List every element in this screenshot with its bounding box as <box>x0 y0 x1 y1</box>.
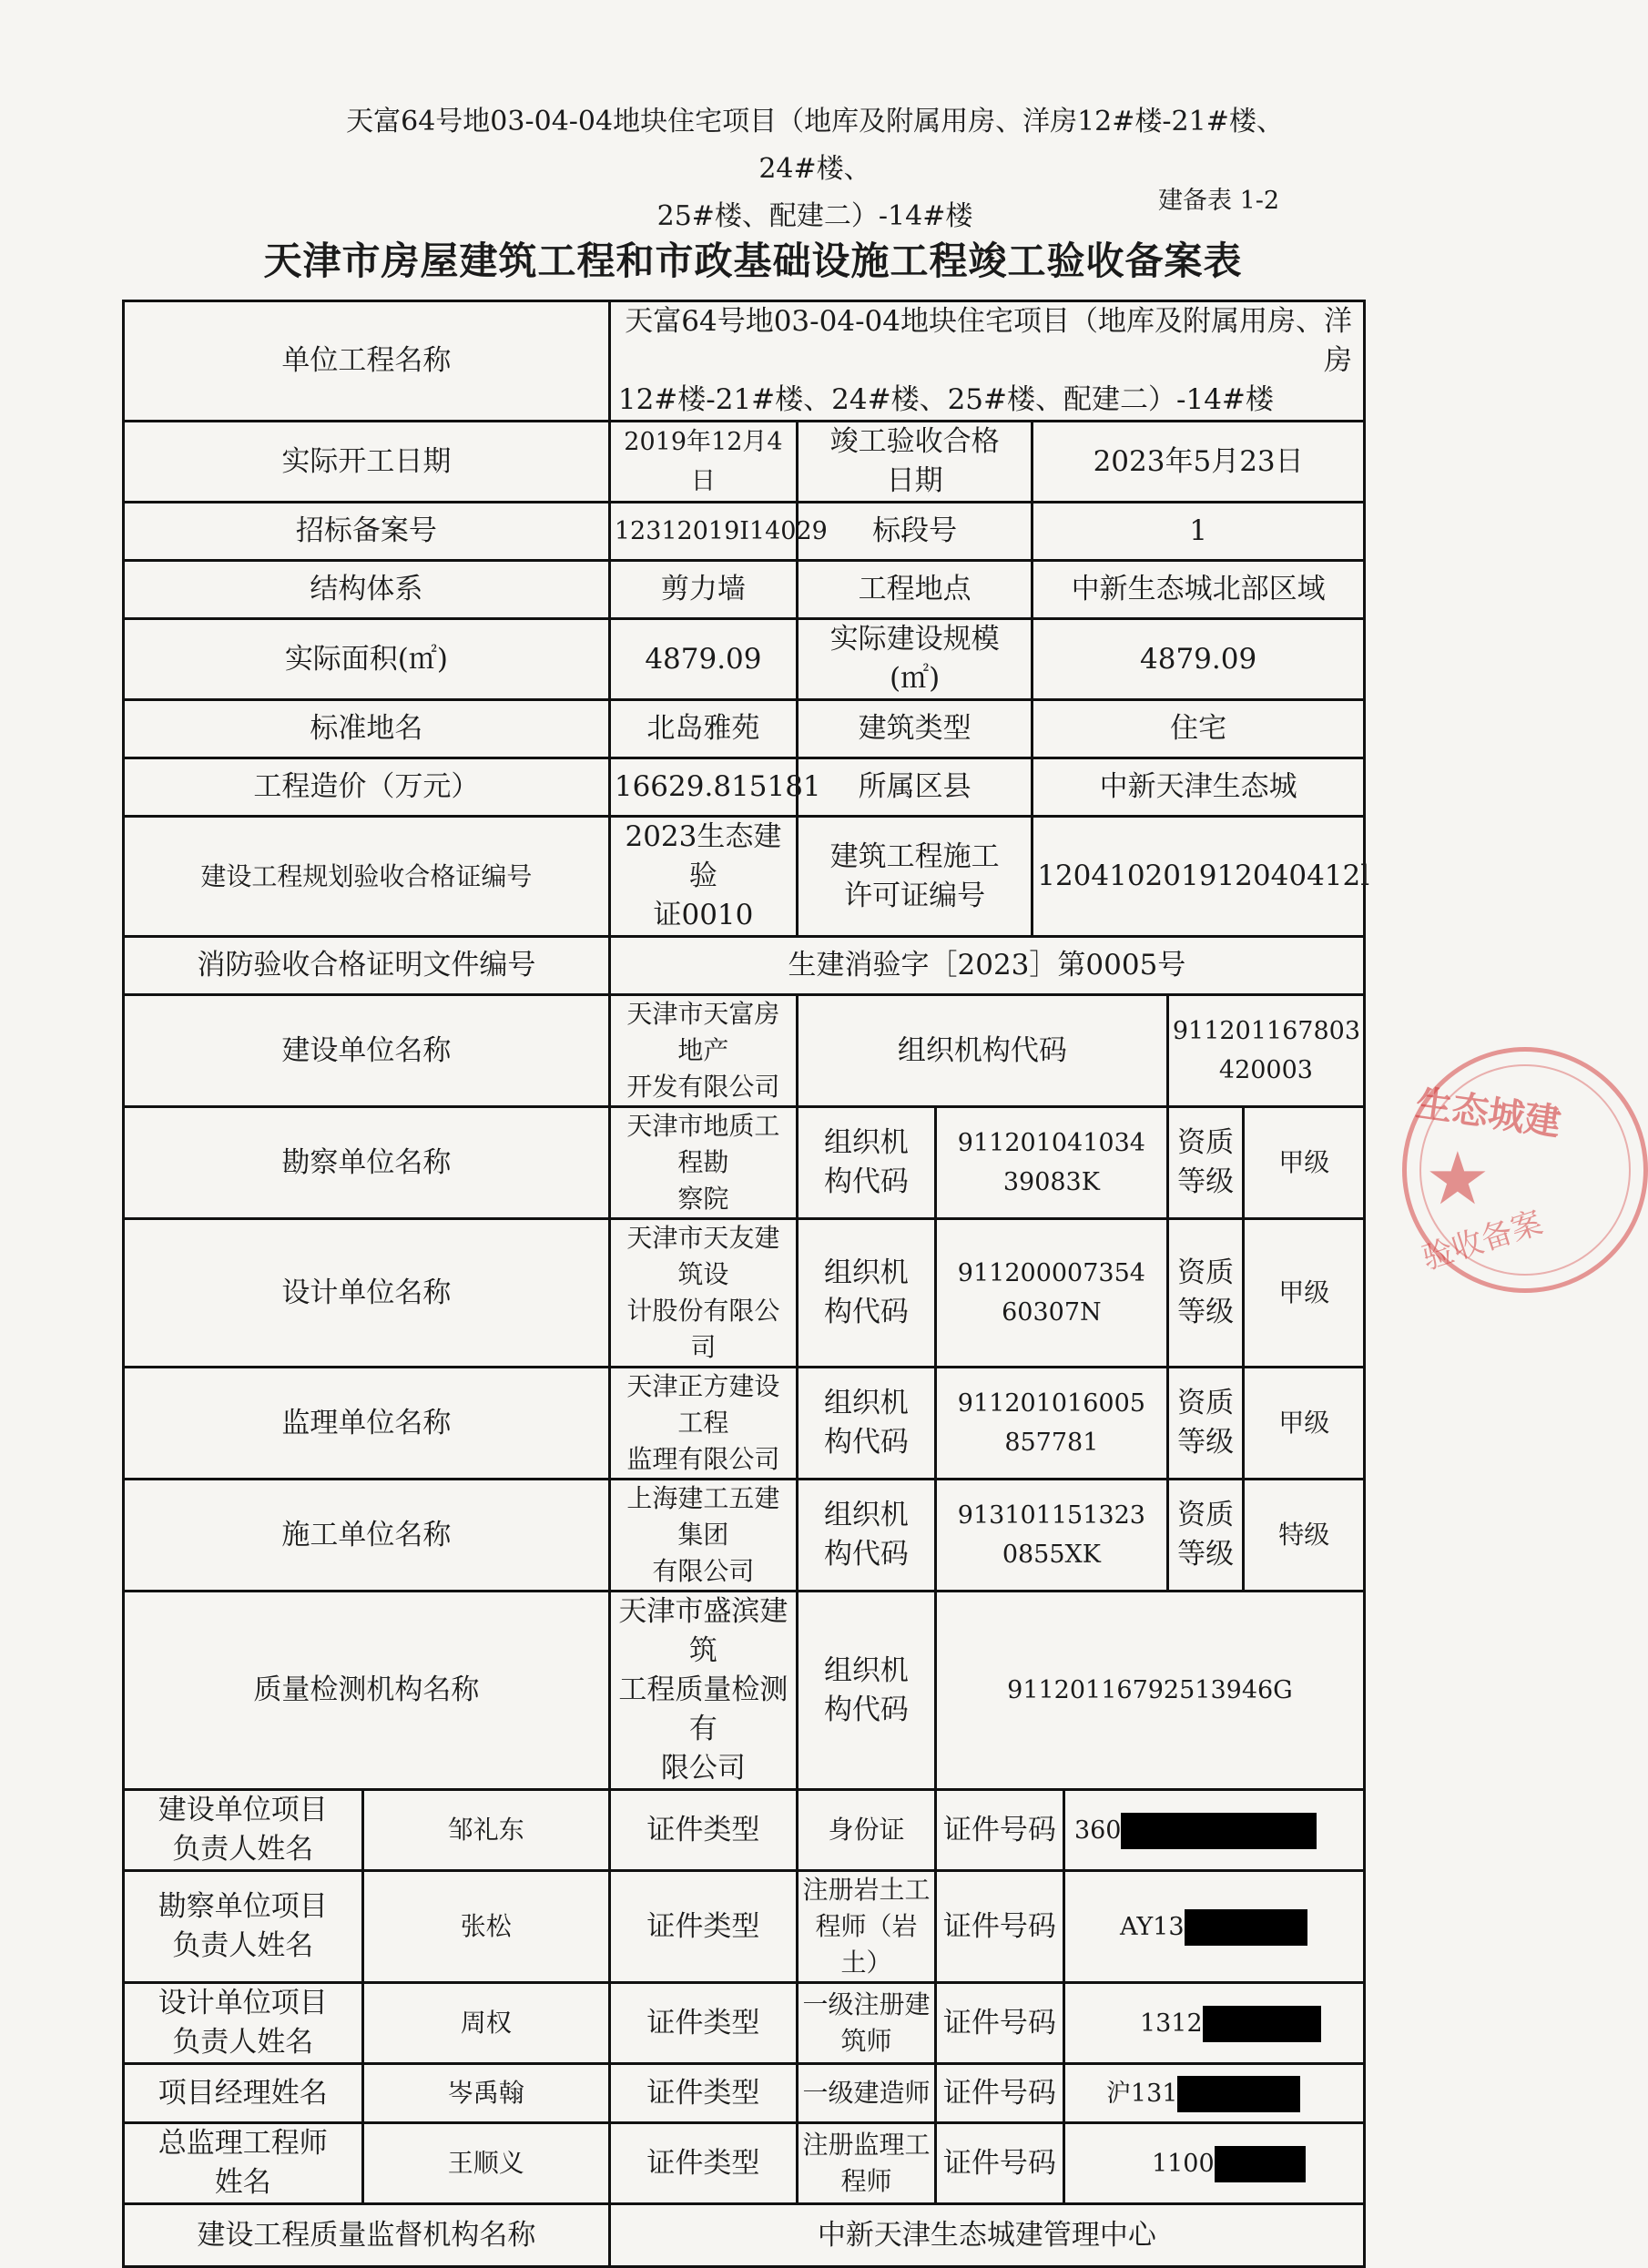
value-design-qual: 甲级 <box>1244 1219 1365 1368</box>
row-design-unit <box>124 1219 1365 1368</box>
id-no-supervisor-prefix: 1100 <box>1151 2149 1215 2178</box>
row-bid-record <box>124 503 1365 561</box>
label-supervision-unit: 监理单位名称 <box>124 1368 610 1480</box>
value-construction-unit-line1: 天津市天富房地产 <box>626 999 780 1065</box>
label-person-design <box>124 1983 363 2064</box>
value-supervision-unit-line1: 天津正方建设工程 <box>626 1371 780 1438</box>
value-construction-org-code-line2: 420003 <box>1218 1056 1313 1084</box>
label-build-org-code-line2: 构代码 <box>823 1538 909 1571</box>
value-planning-cert-line2: 证0010 <box>653 899 754 931</box>
label-build-org-code-line1: 组织机 <box>823 1499 909 1531</box>
label-structure: 结构体系 <box>124 561 610 619</box>
name-person-design: 周权 <box>362 1983 609 2064</box>
label-id-no-survey: 证件号码 <box>935 1871 1063 1983</box>
value-build-org-code-line1: 913101151323 <box>957 1501 1145 1530</box>
value-completion-date: 2023年5月23日 <box>1033 422 1365 503</box>
label-scale <box>798 619 1033 700</box>
label-person-survey-line1: 勘察单位项目 <box>158 1890 328 1923</box>
label-supervision-org-code <box>798 1368 936 1480</box>
value-build-unit-line1: 上海建工五建集团 <box>626 1483 780 1550</box>
row-supervision-unit <box>124 1368 1365 1480</box>
id-type-design <box>798 1983 936 2064</box>
value-section-no: 1 <box>1033 503 1365 561</box>
label-testing-unit: 质量检测机构名称 <box>124 1592 610 1790</box>
label-build-org-code <box>798 1480 936 1592</box>
label-design-qual <box>1167 1219 1244 1368</box>
value-design-org-code <box>935 1219 1167 1368</box>
value-unit-project-name <box>609 301 1364 422</box>
label-supervision-qual-line1: 资质 <box>1177 1387 1235 1419</box>
id-no-survey <box>1063 1871 1364 1983</box>
row-person-survey <box>124 1871 1365 1983</box>
value-testing-unit <box>609 1592 797 1790</box>
id-type-survey-line2: 程师（岩土） <box>815 1911 918 1978</box>
redaction-block <box>1177 2076 1300 2112</box>
name-person-construction: 邹礼东 <box>362 1790 609 1871</box>
seal-text-bottom: 验收备案 <box>1418 1204 1547 1277</box>
id-no-supervisor <box>1063 2123 1364 2204</box>
seal-text-top: 生态城建 <box>1413 1082 1564 1144</box>
name-person-supervisor: 王顺义 <box>362 2123 609 2204</box>
label-construction-unit: 建设单位名称 <box>124 995 610 1107</box>
id-type-supervisor-line2: 程师 <box>840 2166 892 2196</box>
label-person-construction-line1: 建设单位项目 <box>158 1794 328 1826</box>
label-design-org-code <box>798 1219 936 1368</box>
value-build-unit-line2: 有限公司 <box>652 1556 755 1586</box>
label-permit-no-line2: 许可证编号 <box>844 879 986 912</box>
label-cost: 工程造价（万元） <box>124 758 610 817</box>
label-person-construction <box>124 1790 363 1871</box>
label-supervision-org-code-line2: 构代码 <box>823 1426 909 1459</box>
record-form-table <box>122 300 1370 2268</box>
label-design-qual-line1: 资质 <box>1177 1256 1235 1289</box>
redaction-block <box>1203 2006 1321 2042</box>
value-survey-qual: 甲级 <box>1244 1107 1365 1219</box>
value-cost: 16629.815181 <box>609 758 797 817</box>
id-type-supervisor-line1: 注册监理工 <box>802 2130 931 2160</box>
project-header-line1: 天富64号地03-04-04地块住宅项目（地库及附属用房、洋房12#楼-21#楼、24#楼、 <box>346 106 1284 185</box>
id-no-pm <box>1063 2064 1364 2123</box>
label-person-supervisor-line1: 总监理工程师 <box>158 2127 328 2160</box>
label-survey-unit: 勘察单位名称 <box>124 1107 610 1219</box>
label-build-unit: 施工单位名称 <box>124 1480 610 1592</box>
label-id-type-survey: 证件类型 <box>609 1871 797 1983</box>
label-build-qual <box>1167 1480 1244 1592</box>
value-build-org-code <box>935 1480 1167 1592</box>
row-survey-unit <box>124 1107 1365 1219</box>
label-area: 实际面积(㎡) <box>124 619 610 700</box>
value-structure: 剪力墙 <box>609 561 797 619</box>
value-supervision-unit-line2: 监理有限公司 <box>626 1444 780 1474</box>
label-id-type-construction: 证件类型 <box>609 1790 797 1871</box>
value-permit-no: 120410201912040412l <box>1033 817 1365 937</box>
label-id-type-pm: 证件类型 <box>609 2064 797 2123</box>
label-location: 工程地点 <box>798 561 1033 619</box>
value-build-org-code-line2: 0855XK <box>1002 1541 1101 1569</box>
label-start-date: 实际开工日期 <box>124 422 610 503</box>
row-fire-cert <box>124 937 1365 995</box>
id-no-design <box>1063 1983 1364 2064</box>
id-type-pm: 一级建造师 <box>798 2064 936 2123</box>
id-type-survey <box>798 1871 936 1983</box>
row-unit-project-name <box>124 301 1365 422</box>
value-survey-unit-line1: 天津市地质工程勘 <box>626 1111 780 1177</box>
value-construction-org-code <box>1167 995 1364 1107</box>
row-person-design <box>124 1983 1365 2064</box>
label-build-qual-line2: 等级 <box>1177 1538 1235 1571</box>
label-id-no-construction: 证件号码 <box>935 1790 1063 1871</box>
label-survey-org-code-line2: 构代码 <box>823 1165 909 1198</box>
value-location: 中新生态城北部区域 <box>1033 561 1365 619</box>
label-scale-line2: (㎡) <box>890 662 941 695</box>
value-design-org-code-line1: 911200007354 <box>957 1259 1145 1287</box>
row-quality-agency <box>124 2204 1365 2267</box>
row-area <box>124 619 1365 700</box>
label-section-no: 标段号 <box>798 503 1033 561</box>
label-supervision-qual-line2: 等级 <box>1177 1426 1235 1459</box>
row-person-pm <box>124 2064 1365 2123</box>
label-id-type-supervisor: 证件类型 <box>609 2123 797 2204</box>
value-start-date: 2019年12月4日 <box>609 422 797 503</box>
value-survey-unit <box>609 1107 797 1219</box>
label-person-construction-line2: 负责人姓名 <box>172 1833 314 1866</box>
unit-project-name-line2: 12#楼-21#楼、24#楼、25#楼、配建二）-14#楼 <box>617 383 1274 416</box>
value-testing-unit-line3: 限公司 <box>660 1752 746 1785</box>
label-person-supervisor <box>124 2123 363 2204</box>
value-supervision-org-code-line1: 911201016005 <box>957 1389 1145 1418</box>
label-survey-org-code-line1: 组织机 <box>823 1126 909 1159</box>
label-planning-cert: 建设工程规划验收合格证编号 <box>124 817 610 937</box>
label-survey-qual <box>1167 1107 1244 1219</box>
value-planning-cert-line1: 2023生态建验 <box>625 820 782 892</box>
label-completion-date <box>798 422 1033 503</box>
row-start-date <box>124 422 1365 503</box>
row-place-name <box>124 700 1365 758</box>
row-build-unit <box>124 1480 1365 1592</box>
redaction-block <box>1121 1813 1317 1849</box>
label-completion-date-line1: 竣工验收合格 <box>829 425 1000 458</box>
label-district: 所属区县 <box>798 758 1033 817</box>
name-person-survey: 张松 <box>362 1871 609 1983</box>
label-survey-qual-line1: 资质 <box>1177 1126 1235 1159</box>
label-survey-org-code <box>798 1107 936 1219</box>
value-survey-org-code-line2: 39083K <box>1002 1168 1100 1196</box>
redaction-block <box>1215 2146 1306 2182</box>
value-build-qual: 特级 <box>1244 1480 1365 1592</box>
id-no-design-prefix: 1312 <box>1139 2009 1203 2038</box>
label-person-pm: 项目经理姓名 <box>124 2064 363 2123</box>
label-id-no-design: 证件号码 <box>935 1983 1063 2064</box>
value-scale: 4879.09 <box>1033 619 1365 700</box>
label-completion-date-line2: 日期 <box>886 464 943 497</box>
label-person-design-line1: 设计单位项目 <box>158 1987 328 2019</box>
id-type-construction: 身份证 <box>798 1790 936 1871</box>
row-person-construction <box>124 1790 1365 1871</box>
label-id-no-pm: 证件号码 <box>935 2064 1063 2123</box>
label-id-type-design: 证件类型 <box>609 1983 797 2064</box>
value-testing-org-code: 91120116792513946G <box>935 1592 1364 1790</box>
value-fire-cert: 生建消验字［2023］第0005号 <box>609 937 1364 995</box>
value-area: 4879.09 <box>609 619 797 700</box>
label-design-org-code-line1: 组织机 <box>823 1256 909 1289</box>
label-building-type: 建筑类型 <box>798 700 1033 758</box>
value-build-unit <box>609 1480 797 1592</box>
row-cost <box>124 758 1365 817</box>
value-construction-unit <box>609 995 797 1107</box>
label-construction-org-code: 组织机构代码 <box>798 995 1168 1107</box>
id-no-survey-prefix: AY13 <box>1119 1912 1185 1941</box>
star-icon: ★ <box>1425 1136 1490 1221</box>
value-supervision-org-code <box>935 1368 1167 1480</box>
value-planning-cert <box>609 817 797 937</box>
redaction-block <box>1185 1909 1307 1946</box>
label-permit-no-line1: 建筑工程施工 <box>829 839 1000 873</box>
label-design-unit: 设计单位名称 <box>124 1219 610 1368</box>
label-supervision-qual <box>1167 1368 1244 1480</box>
label-design-qual-line2: 等级 <box>1177 1296 1235 1328</box>
label-unit-project-name: 单位工程名称 <box>124 301 610 422</box>
row-construction-unit <box>124 995 1365 1107</box>
id-type-survey-line1: 注册岩土工 <box>802 1875 931 1905</box>
label-person-survey-line2: 负责人姓名 <box>172 1929 314 1962</box>
row-planning-cert <box>124 817 1365 937</box>
name-person-pm: 岑禹翰 <box>362 2064 609 2123</box>
row-structure <box>124 561 1365 619</box>
label-person-survey <box>124 1871 363 1983</box>
value-construction-org-code-line1: 911201167803 <box>1172 1017 1360 1045</box>
value-district: 中新天津生态城 <box>1033 758 1365 817</box>
value-quality-agency: 中新天津生态城建管理中心 <box>609 2204 1364 2267</box>
label-testing-org-code-line1: 组织机 <box>823 1653 909 1687</box>
project-header-line2: 25#楼、配建二）-14#楼 <box>656 200 973 232</box>
value-design-unit-line1: 天津市天友建筑设 <box>626 1223 780 1289</box>
id-no-pm-prefix: 沪131 <box>1105 2079 1178 2108</box>
value-bid-record: 12312019I14029 <box>609 503 797 561</box>
label-survey-qual-line2: 等级 <box>1177 1165 1235 1198</box>
label-testing-org-code <box>798 1592 936 1790</box>
label-bid-record: 招标备案号 <box>124 503 610 561</box>
label-fire-cert: 消防验收合格证明文件编号 <box>124 937 610 995</box>
value-survey-org-code-line1: 911201041034 <box>957 1129 1145 1157</box>
value-survey-unit-line2: 察院 <box>677 1184 729 1214</box>
id-type-supervisor <box>798 2123 936 2204</box>
form-code: 建备表 1-2 <box>1158 187 1280 215</box>
label-person-supervisor-line2: 姓名 <box>214 2166 271 2199</box>
value-supervision-unit <box>609 1368 797 1480</box>
id-no-construction <box>1063 1790 1364 1871</box>
id-type-design-line1: 一级注册建 <box>802 1989 931 2019</box>
row-testing-unit <box>124 1592 1365 1790</box>
label-supervision-org-code-line1: 组织机 <box>823 1387 909 1419</box>
label-quality-agency: 建设工程质量监督机构名称 <box>124 2204 610 2267</box>
value-supervision-qual: 甲级 <box>1244 1368 1365 1480</box>
label-testing-org-code-line2: 构代码 <box>823 1693 909 1726</box>
value-testing-unit-line2: 工程质量检测有 <box>618 1673 788 1745</box>
id-type-design-line2: 筑师 <box>840 2026 892 2056</box>
value-design-unit <box>609 1219 797 1368</box>
label-scale-line1: 实际建设规模 <box>829 623 1000 656</box>
value-construction-unit-line2: 开发有限公司 <box>626 1072 780 1102</box>
value-design-unit-line2: 计股份有限公司 <box>626 1296 780 1362</box>
row-person-supervisor <box>124 2123 1365 2204</box>
official-seal-stamp <box>1402 1047 1648 1293</box>
label-permit-no <box>798 817 1033 937</box>
project-header <box>337 98 1293 240</box>
value-supervision-org-code-line2: 857781 <box>1004 1429 1099 1457</box>
value-place-name: 北岛雅苑 <box>609 700 797 758</box>
value-design-org-code-line2: 60307N <box>1002 1298 1102 1327</box>
label-build-qual-line1: 资质 <box>1177 1499 1235 1531</box>
label-design-org-code-line2: 构代码 <box>823 1296 909 1328</box>
label-person-design-line2: 负责人姓名 <box>172 2026 314 2059</box>
value-testing-unit-line1: 天津市盛滨建筑 <box>618 1595 788 1667</box>
id-no-construction-prefix: 360 <box>1073 1815 1122 1845</box>
document-title: 天津市房屋建筑工程和市政基础设施工程竣工验收备案表 <box>263 239 1243 283</box>
label-id-no-supervisor: 证件号码 <box>935 2123 1063 2204</box>
value-survey-org-code <box>935 1107 1167 1219</box>
label-place-name: 标准地名 <box>124 700 610 758</box>
unit-project-name-line1: 天富64号地03-04-04地块住宅项目（地库及附属用房、洋房 <box>625 305 1352 377</box>
value-building-type: 住宅 <box>1033 700 1365 758</box>
